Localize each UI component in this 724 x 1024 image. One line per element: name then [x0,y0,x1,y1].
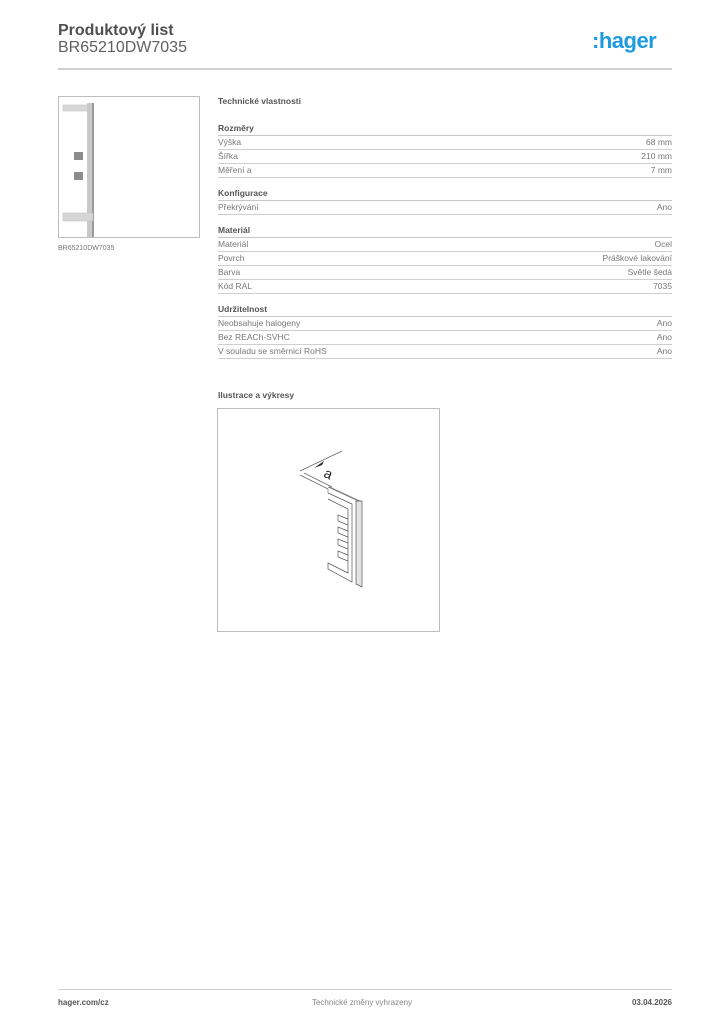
specs-title: Technické vlastnosti [218,96,301,106]
spec-group-dimensions [218,123,672,178]
spec-label: Neobsahuje halogeny [218,318,301,328]
spec-label: Měření a [218,165,252,175]
spec-label: Materiál [218,239,249,249]
spec-value: 7 mm [650,165,672,175]
header-title: Produktový list [58,22,174,39]
group-heading: Udržitelnost [218,304,672,317]
spec-row [218,280,672,294]
spec-row [218,136,672,150]
spec-row [218,331,672,345]
spec-group-configuration [218,188,672,215]
spec-value: Světle šedá [627,267,672,277]
spec-label: V souladu se směrnicí RoHS [218,346,327,356]
footer-divider [58,989,672,990]
spec-value: Ocel [654,239,672,249]
dimension-label: a [321,464,336,483]
spec-value: Práškové lakování [602,253,672,263]
spec-value: 68 mm [646,137,672,147]
cover-profile-icon [59,97,199,237]
spec-row [218,150,672,164]
spec-row [218,317,672,331]
spec-label: Překrývání [218,202,259,212]
spec-value: Ano [656,346,672,356]
header-divider [58,68,672,70]
spec-value: 7035 [653,281,672,291]
group-heading: Materiál [218,225,672,238]
spec-label: Šířka [218,151,238,161]
spec-row [218,252,672,266]
spec-group-material [218,225,672,294]
spec-label: Kód RAL [218,281,253,291]
spec-value: Ano [656,332,672,342]
footer-notice: Technické změny vyhrazeny [311,998,413,1007]
illustrations-title: Ilustrace a výkresy [218,390,295,400]
product-code: BR65210DW7035 [58,39,187,56]
footer-date: 03.04.2026 [631,998,672,1007]
group-heading: Rozměry [218,123,672,136]
spec-value: 210 mm [641,151,672,161]
spec-label: Bez REACh-SVHC [218,332,290,342]
spec-group-sustainability [218,304,672,359]
spec-row [218,164,672,178]
technical-drawing [217,408,440,632]
product-image-caption: BR65210DW7035 [58,245,115,252]
spec-value: Ano [656,318,672,328]
technical-specs [218,96,672,369]
spec-row [218,345,672,359]
spec-label: Barva [218,267,241,277]
product-image [58,96,200,238]
spec-row [218,201,672,215]
spec-label: Povrch [218,253,245,263]
spec-label: Výška [218,137,242,147]
spec-value: Ano [656,202,672,212]
spec-row [218,238,672,252]
group-heading: Konfigurace [218,188,672,201]
spec-row [218,266,672,280]
footer-website-link[interactable]: hager.com/cz [58,998,109,1007]
hager-logo: :hager [592,28,657,53]
technical-drawing-icon [218,409,439,631]
